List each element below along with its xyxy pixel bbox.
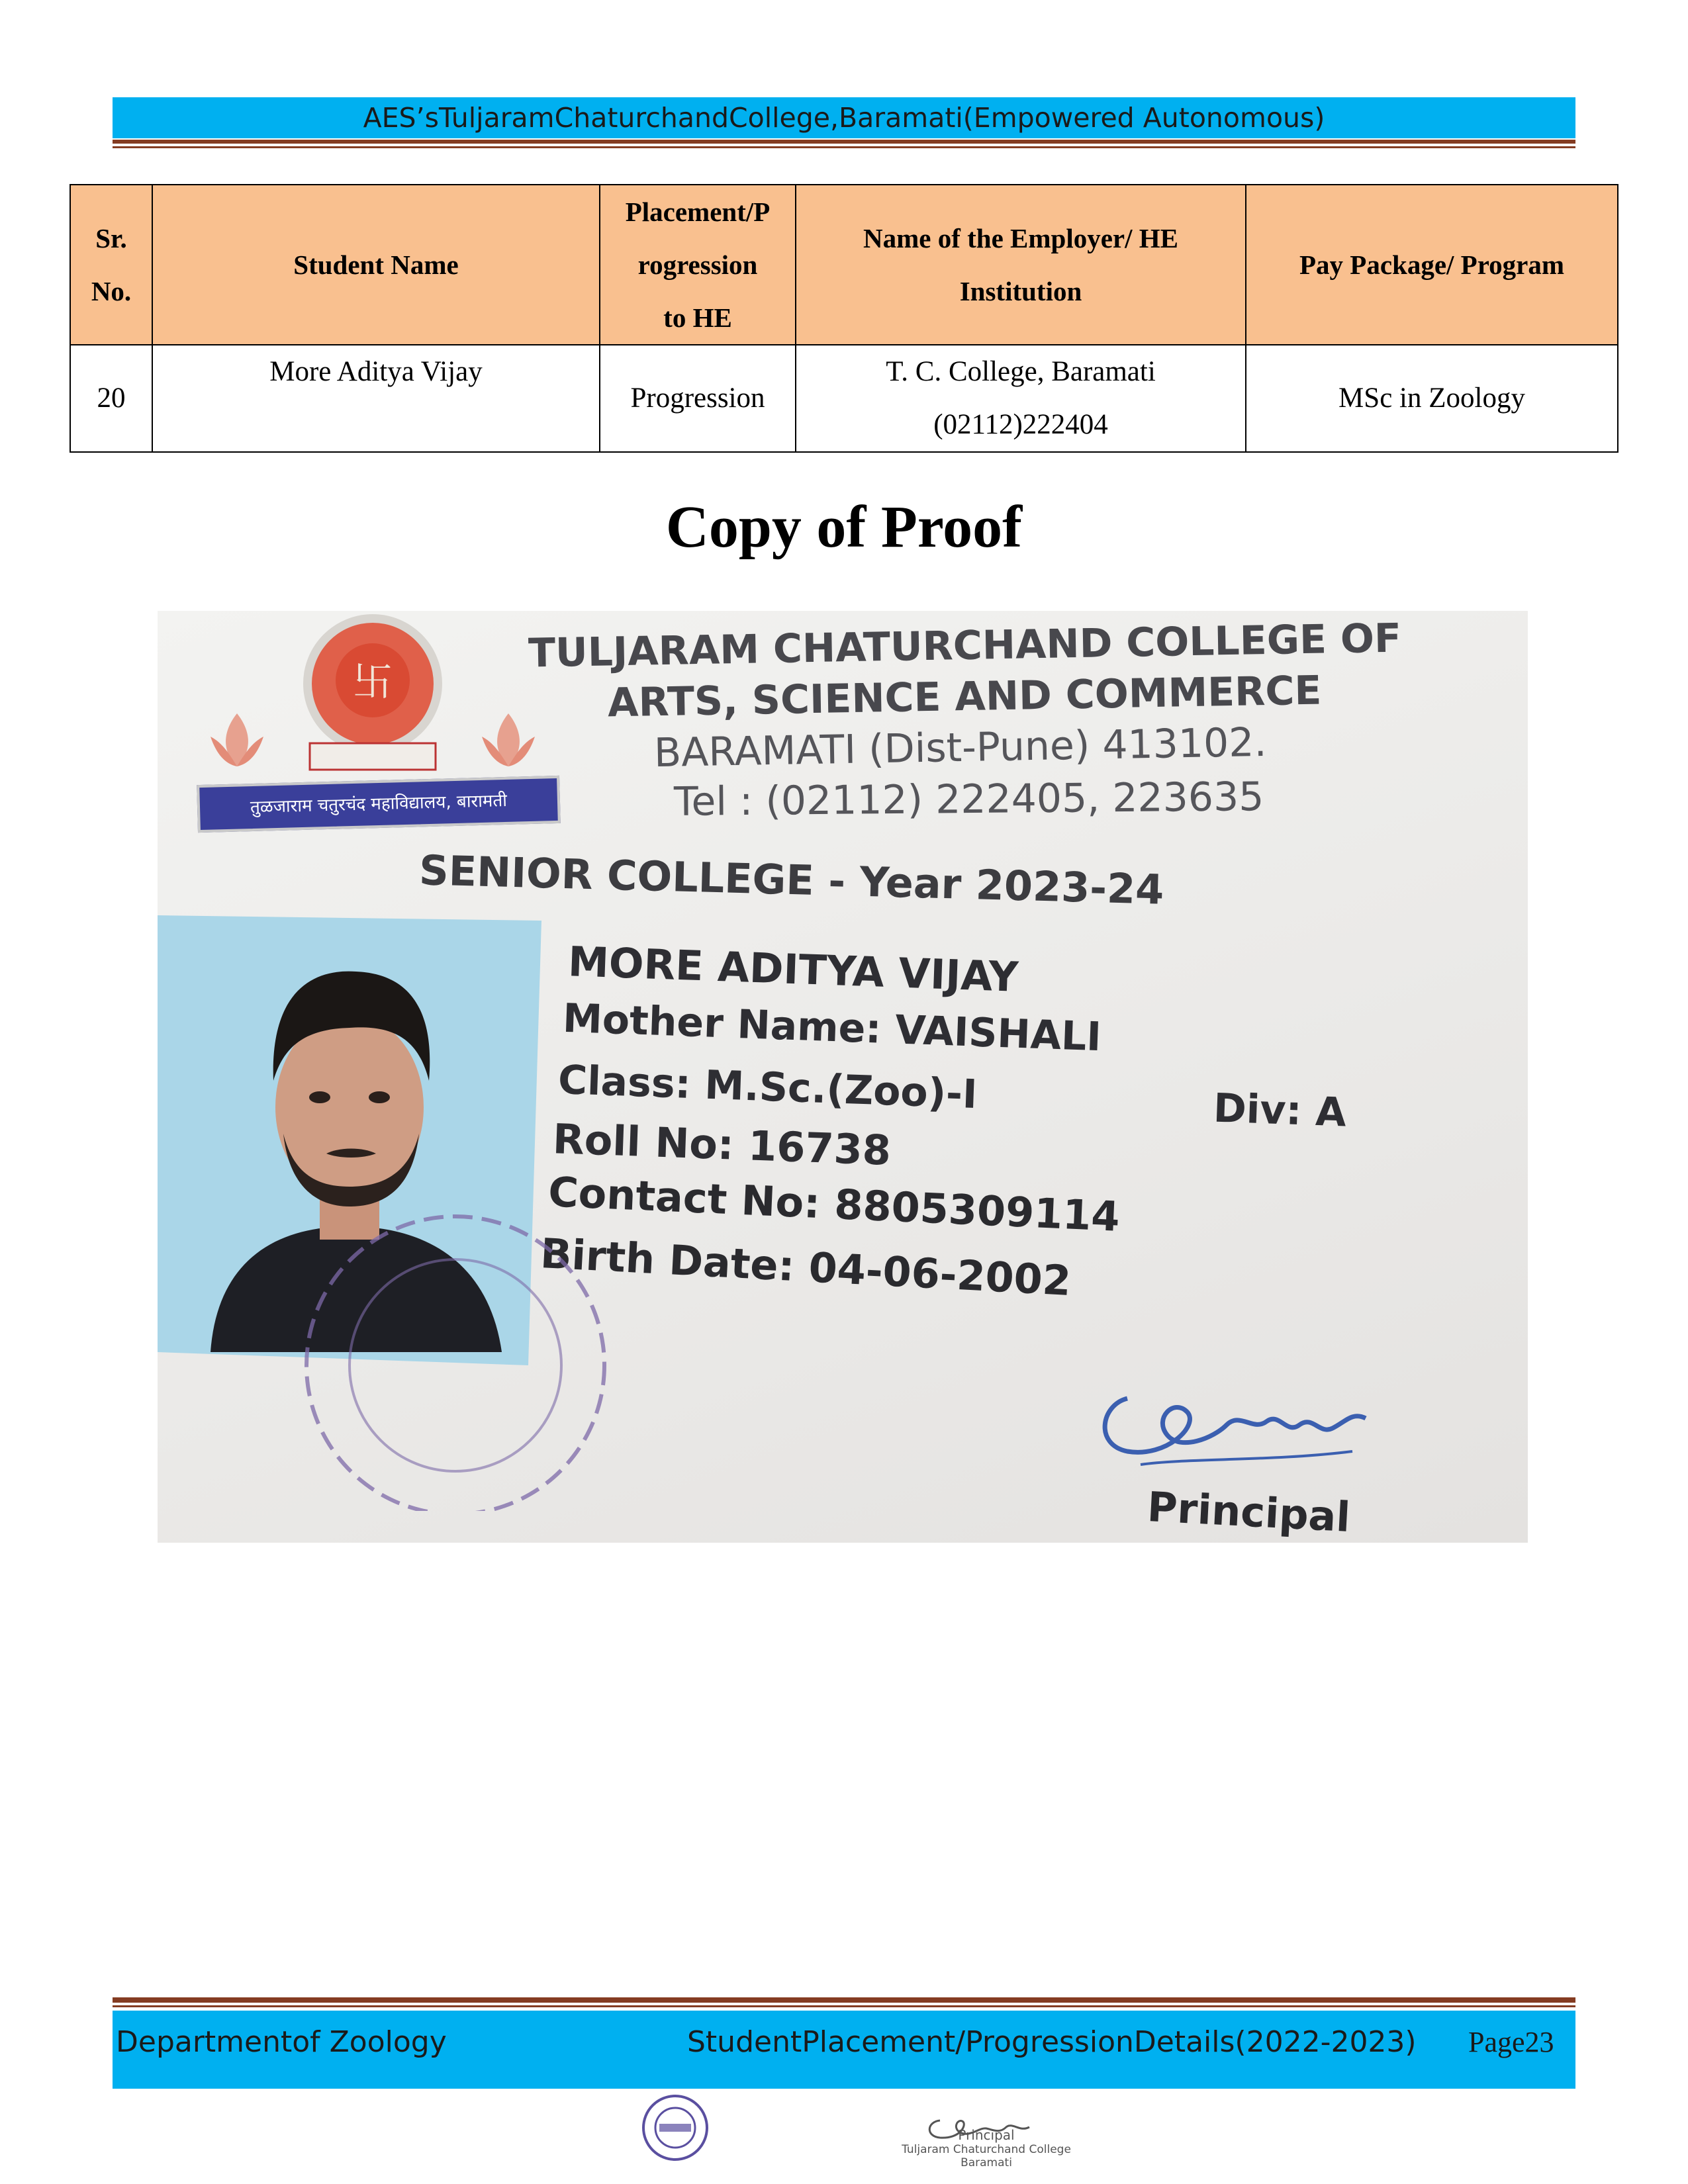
card-roll-no: Roll No: 16738: [551, 1115, 892, 1175]
lotus-right-icon: [469, 704, 548, 776]
id-card-image: [158, 611, 1528, 1543]
card-student-name: MORE ADITYA VIJAY: [567, 937, 1019, 1001]
footer-department: Departmentof Zoology: [116, 2025, 447, 2059]
card-principal-label: Principal: [1146, 1482, 1352, 1541]
card-address: BARAMATI (Dist-Pune) 413102.: [653, 719, 1268, 777]
col-header-pay: Pay Package/ Program: [1246, 185, 1618, 345]
table-header-row: [70, 185, 1618, 345]
col-header-employer: Name of the Employer/ HE Institution: [796, 185, 1246, 345]
cell-pay-package: MSc in Zoology: [1246, 345, 1618, 452]
cell-placement: Progression: [600, 345, 796, 452]
footer-sign-place: Baramati: [961, 2156, 1012, 2169]
card-class: Class: M.Sc.(Zoo)-I: [557, 1056, 978, 1118]
cell-employer: T. C. College, Baramati (02112)222404: [796, 345, 1246, 452]
header-rule-thin: [113, 146, 1575, 148]
col-header-placement: Placement/P rogression to HE: [600, 185, 796, 345]
card-contact-no: Contact No: 8805309114: [547, 1167, 1121, 1241]
footer-sign-title: Principal: [958, 2127, 1015, 2143]
cell-student-name: More Aditya Vijay: [152, 345, 600, 452]
card-phone: Tel : (02112) 222405, 223635: [673, 774, 1264, 825]
card-session: SENIOR COLLEGE - Year 2023-24: [418, 846, 1165, 914]
proof-title: Copy of Proof: [665, 494, 1023, 560]
page-header: [113, 97, 1575, 138]
col-header-sr: Sr. No.: [70, 185, 152, 345]
footer-rule-thin: [113, 2005, 1575, 2007]
page-footer: [113, 2011, 1575, 2089]
college-name-ribbon: तुळजाराम चतुरचंद महाविद्यालय, बारामती: [197, 776, 561, 833]
card-college-line1: TULJARAM CHATURCHAND COLLEGE OF: [528, 615, 1402, 677]
header-rule: [113, 140, 1575, 144]
svg-text:卐: 卐: [353, 659, 393, 705]
card-division: Div: A: [1212, 1085, 1347, 1136]
footer-college-seal: [641, 2093, 710, 2162]
college-emblem-logo: [290, 611, 455, 790]
table-row: [70, 345, 1618, 452]
card-college-line2: ARTS, SCIENCE AND COMMERCE: [607, 667, 1322, 727]
college-stamp-seal: [283, 1206, 628, 1511]
footer-rule: [113, 1997, 1575, 2003]
placement-table: [70, 184, 1618, 453]
footer-page-number: Page23: [1468, 2026, 1554, 2058]
footer-sign-college: Tuljaram Chaturchand College: [902, 2143, 1071, 2156]
col-header-student: Student Name: [152, 185, 600, 345]
principal-signature: [1088, 1372, 1405, 1484]
footer-center-text: StudentPlacement/ProgressionDetails(2022-2023): [687, 2025, 1417, 2059]
cell-sr: 20: [70, 345, 152, 452]
card-mother-name: Mother Name: VAISHALI: [562, 995, 1102, 1061]
card-birth-date: Birth Date: 04-06-2002: [539, 1229, 1072, 1305]
lotus-left-icon: [197, 704, 277, 776]
header-title: AES’sTuljaramChaturchandCollege,Baramati(Empowered Autonomous): [363, 102, 1325, 134]
